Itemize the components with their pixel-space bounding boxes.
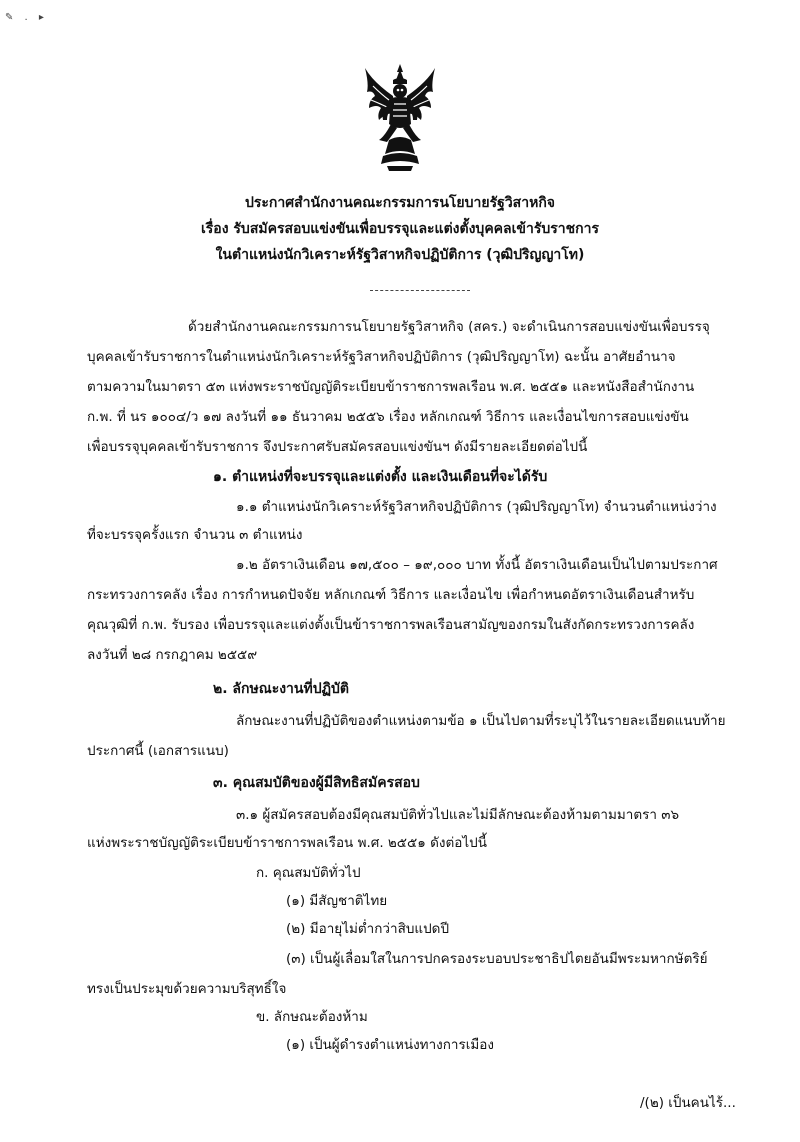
section-3-line: ก. คุณสมบัติทั่วไป — [256, 865, 361, 881]
section-3-heading: ๓. คุณสมบัติของผู้มีสิทธิสมัครสอบ — [213, 775, 420, 791]
section-1-line: กระทรวงการคลัง เรื่อง การกำหนดปัจจัย หลักเกณฑ์ วิธีการ และเงื่อนไข เพื่อกำหนดอัตราเงินเดือนสำหรับ — [87, 587, 695, 603]
body-line: บุคคลเข้ารับราชการในตำแหน่งนักวิเคราะห์รัฐวิสาหกิจปฏิบัติการ (วุฒิปริญญาโท) ฉะนั้น อาศัยอำนาจ — [87, 349, 676, 365]
body-line: เพื่อบรรจุบุคคลเข้ารับราชการ จึงประกาศรับสมัครสอบแข่งขันฯ ดังมีรายละเอียดต่อไปนี้ — [87, 439, 588, 455]
announcement-title: ประกาศสำนักงานคณะกรรมการนโยบายรัฐวิสาหกิจ — [244, 195, 555, 211]
section-1-line: คุณวุฒิที่ ก.พ. รับรอง เพื่อบรรจุและแต่งตั้งเป็นข้าราชการพลเรือนสามัญของกรมในสังกัดกระทรวงการคลัง — [87, 617, 695, 633]
corner-scan-mark: ✎ . ▸ — [5, 12, 48, 23]
section-1-line: ลงวันที่ ๒๘ กรกฎาคม ๒๕๕๙ — [87, 647, 258, 663]
section-3-line: ทรงเป็นประมุขด้วยความบริสุทธิ์ใจ — [87, 981, 287, 997]
section-3-line: (๑) เป็นผู้ดำรงตำแหน่งทางการเมือง — [286, 1037, 494, 1053]
announcement-subject: เรื่อง รับสมัครสอบแข่งขันเพื่อบรรจุและแต่งตั้งบุคคลเข้ารับราชการ — [200, 221, 599, 237]
announcement-position: ในตำแหน่งนักวิเคราะห์รัฐวิสาหกิจปฏิบัติการ (วุฒิปริญญาโท) — [215, 247, 585, 263]
section-1-line: ๑.๒ อัตราเงินเดือน ๑๗,๕๐๐ – ๑๙,๐๐๐ บาท ทั้งนี้ อัตราเงินเดือนเป็นไปตามประกาศ — [236, 557, 718, 573]
body-line: ก.พ. ที่ นร ๑๐๐๔/ว ๑๗ ลงวันที่ ๑๑ ธันวาคม ๒๕๕๖ เรื่อง หลักเกณฑ์ วิธีการ และเงื่อนไขการสอบแข่งขัน — [87, 409, 689, 425]
section-3-line: แห่งพระราชบัญญัติระเบียบข้าราชการพลเรือน พ.ศ. ๒๕๕๑ ดังต่อไปนี้ — [87, 835, 487, 851]
section-2-line: ประกาศนี้ (เอกสารแนบ) — [87, 743, 229, 759]
section-3-line: ๓.๑ ผู้สมัครสอบต้องมีคุณสมบัติทั่วไปและไม่มีลักษณะต้องห้ามตามมาตรา ๓๖ — [236, 807, 680, 823]
body-line: ตามความในมาตรา ๕๓ แห่งพระราชบัญญัติระเบียบข้าราชการพลเรือน พ.ศ. ๒๕๕๑ และหนังสือสำนักงาน — [87, 379, 695, 395]
body-line: ด้วยสำนักงานคณะกรรมการนโยบายรัฐวิสาหกิจ (สคร.) จะดำเนินการสอบแข่งขันเพื่อบรรจุ — [188, 319, 710, 335]
page-continuation: /(๒) เป็นคนไร้... — [640, 1095, 736, 1111]
section-3-line: (๓) เป็นผู้เลื่อมใสในการปกครองระบอบประชาธิปไตยอันมีพระมหากษัตริย์ — [286, 951, 708, 967]
section-3-line: (๒) มีอายุไม่ต่ำกว่าสิบแปดปี — [286, 921, 450, 937]
section-3-line: (๑) มีสัญชาติไทย — [286, 893, 388, 909]
section-3-line: ข. ลักษณะต้องห้าม — [256, 1009, 368, 1025]
section-1-line: ๑.๑ ตำแหน่งนักวิเคราะห์รัฐวิสาหกิจปฏิบัติการ (วุฒิปริญญาโท) จำนวนตำแหน่งว่าง — [236, 499, 717, 515]
section-2-line: ลักษณะงานที่ปฏิบัติของตำแหน่งตามข้อ ๑ เป็นไปตามที่ระบุไว้ในรายละเอียดแนบท้าย — [236, 713, 726, 729]
title-divider — [370, 290, 470, 291]
section-2-heading: ๒. ลักษณะงานที่ปฏิบัติ — [213, 681, 349, 697]
section-1-heading: ๑. ตำแหน่งที่จะบรรจุและแต่งตั้ง และเงินเดือนที่จะได้รับ — [213, 469, 548, 485]
garuda-emblem-icon — [363, 62, 437, 172]
section-1-line: ที่จะบรรจุครั้งแรก จำนวน ๓ ตำแหน่ง — [87, 527, 303, 543]
